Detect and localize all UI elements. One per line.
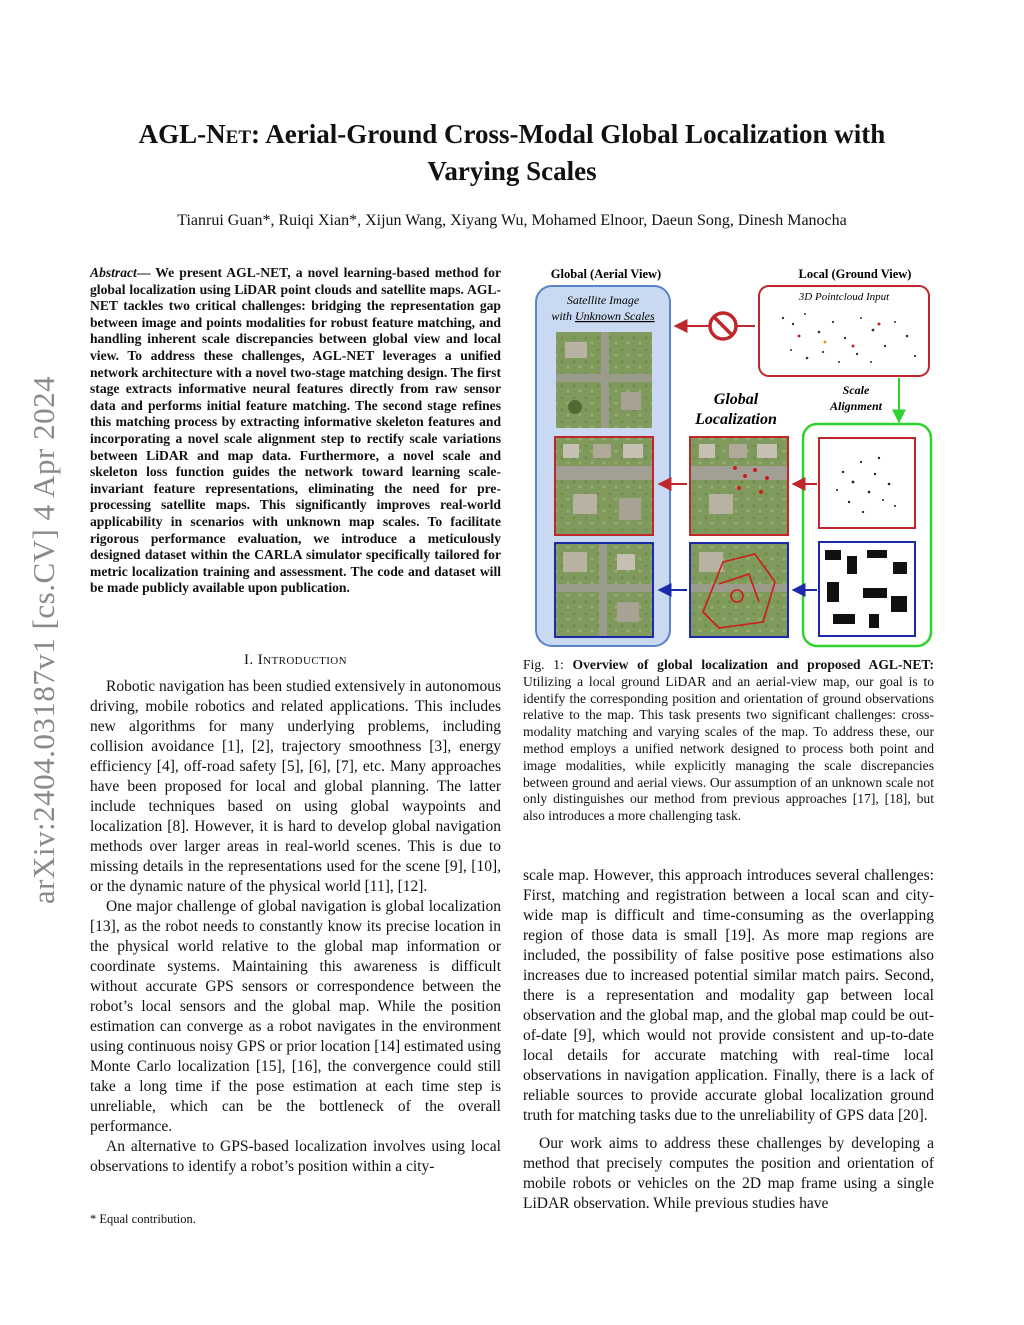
section-title: Introduction: [257, 652, 347, 668]
abstract: [90, 265, 501, 597]
section-heading-introduction: [90, 652, 501, 669]
satellite-tile-2: [556, 438, 652, 534]
global-view-header: Global (Aerial View): [550, 267, 662, 281]
satellite-label: Satellite Image: [566, 293, 640, 307]
title-smallcaps: Net: [206, 119, 252, 149]
scale-alignment-label-2: Alignment: [829, 399, 883, 413]
figure-diagram: [523, 262, 943, 652]
title-rest: : Aerial-Ground Cross-Modal Global Localization with Varying Scales: [251, 119, 886, 186]
introduction-body: [90, 677, 501, 1177]
matched-tile-red: [691, 438, 787, 534]
satellite-tile-3: [556, 544, 652, 636]
intro-paragraph-1: Robotic navigation has been studied extensively in autonomous driving, mobile robotics and related applications. This includes new algorithms for many underlying problems, including collision avoidance [1], [2], trajectory smoothness [3], energy efficiency [4], off-road safety [5], [6], [7], etc. Many approaches have been proposed for local and global planning. The latter include techniques based on using global waypoints and localization [8]. However, it is hard to develop global navigation methods over larger areas in real-world scenes. This is due to missing details in the representations used for the scene [9], [10], or the dynamic nature of the physical world [11], [12].: [90, 678, 501, 895]
unknown-scales-label: with Unknown Scales: [551, 309, 655, 323]
scale-alignment-label-1: Scale: [842, 383, 870, 397]
caption-bold: Overview of global localization and proposed AGL-NET:: [572, 657, 934, 672]
author-list: Tianrui Guan*, Ruiqi Xian*, Xijun Wang, Xiyang Wu, Mohamed Elnoor, Daeun Song, Dinesh Manocha: [177, 212, 847, 229]
prohibited-icon: [710, 313, 736, 339]
arxiv-identifier: arXiv:2404.03187v1 [cs.CV] 4 Apr 2024: [26, 375, 62, 905]
pointcloud-label: 3D Pointcloud Input: [798, 291, 890, 303]
aligned-scan-red: [819, 438, 915, 528]
right-paragraph-2: Our work aims to address these challenges by developing a method that precisely computes the position and orientation of mobile robots or vehicles on the 2D map frame using a single LiDAR observation. While previous studies have: [523, 1135, 934, 1212]
paper-title: [100, 116, 924, 190]
arxiv-sidebar: [14, 280, 74, 1000]
footnote-equal-contribution: * Equal contribution.: [90, 1212, 196, 1226]
figure-1-overview: [523, 262, 943, 652]
satellite-tile-1: [556, 332, 652, 428]
global-localization-label-2: Localization: [695, 411, 777, 428]
abstract-dash: —: [136, 265, 156, 280]
abstract-text: We present AGL-NET, a novel learning-based method for global localization using LiDAR point clouds and satellite maps. AGL-NET tackles two critical challenges: bridging the representation gap between image and points modalities for robust feature matching, and handling inherent scale discrepancies between global view and local view. To address these challenges, AGL-NET leverages a unified network architecture with a novel two-stage matching design. The first stage extracts informative neural features directly from raw sensor data and performs initial feature matching. The second stage refines this matching process by extracting informative skeleton features and incorporating a novel scale alignment step to rectify scale variations between LiDAR and map data. Furthermore, a novel scale and skeleton loss function guides the network toward learning scale-invariant feature representations, eliminating the need for pre-processing satellite maps. This significantly improves real-world applicability in scenarios with unknown map scales. To facilitate rigorous performance evaluation, we introduce a meticulously designed dataset within the CARLA simulator specifically tailored for metric localization training and assessment. The code and dataset will be made publicly available upon publication.: [90, 265, 501, 596]
intro-paragraph-3: An alternative to GPS-based localization involves using local observations to identify a robot’s position within a city-: [90, 1138, 501, 1175]
global-localization-label-1: Global: [713, 391, 759, 408]
figure-1-caption: [523, 657, 934, 825]
caption-label: Fig. 1:: [523, 657, 573, 672]
right-column-body: [523, 866, 934, 1214]
local-view-header: Local (Ground View): [798, 267, 912, 281]
intro-paragraph-2: One major challenge of global navigation is global localization [13], as the robot needs to constantly know its precise location in the physical world relative to the global map information or coordinate systems. Maintaining this awareness is difficult without accurate GPS sensors or correspondence between the robot’s local sensors and the global map. While the position estimation can converge as a robot navigates in the environment using continuous noisy GPS or prior location [14] estimated using Monte Carlo localization [15], [16], the convergence could still take a long time if the pose estimation at each time step is unreliable, which can be the bottleneck of the overall performance.: [90, 898, 501, 1135]
abstract-label: Abstract: [90, 265, 137, 280]
section-number: I.: [244, 652, 258, 668]
caption-text: Utilizing a local ground LiDAR and an aerial-view map, our goal is to identify the corresponding position and orientation of ground observations relative to the map. This task presents two significant challenges: cross-modality matching and varying scales of the map. To address these, our method employs a unified network designed to process both point and image modalities, while explicitly managing the scale discrepancies between ground and aerial views. Our assumption of an unknown scale not only distinguishes our method from previous approaches [17], [18], but also introduces a more challenging task.: [523, 673, 934, 824]
title-prefix: AGL-: [138, 119, 207, 149]
right-paragraph-1: scale map. However, this approach introduces several challenges: First, matching and registration between a local scan and city-wide map is difficult and time-consuming as the overlapping region of those data is small [19]. As more map regions are included, the possibility of false positive pose estimations also increases due to increased potential similar match pairs. Second, there is a representation and modality gap between local observation and the global map, and the global map could be out-of-date [9], which would not provide consistent and up-to-date local details for accurate matching with real-time local observations in navigation application. Finally, there is a lack of reliable sources to provide accurate global localization ground truth for matching tasks due to the unreliability of GPS data [20].: [523, 867, 934, 1124]
matched-tile-blue: [691, 544, 787, 636]
